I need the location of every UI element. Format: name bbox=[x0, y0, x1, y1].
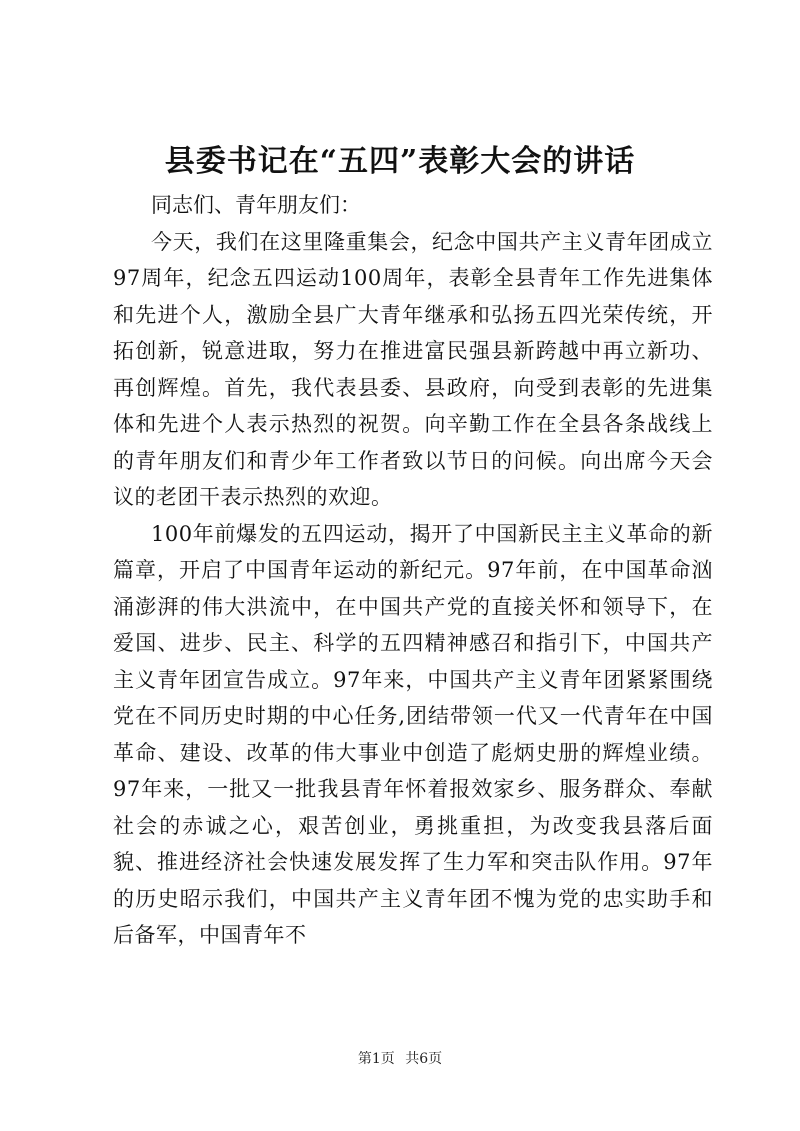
paragraph-2: 100年前爆发的五四运动，揭开了中国新民主主义革命的新篇章，开启了中国青年运动的新纪元。97年前，在中国革命汹涌澎湃的伟大洪流中，在中国共产党的直接关怀和领导下，在爱国、进步、民主、科学的五四精神感召和指引下，中国共产主义青年团宣告成立。97年来，中国共产主义青年团紧紧围绕党在不同历史时期的中心任务,团结带领一代又一代青年在中国革命、建设、改革的伟大事业中创造了彪炳史册的辉煌业绩。97年来，一批又一批我县青年怀着报效家乡、服务群众、奉献社会的赤诚之心，艰苦创业，勇挑重担，为改变我县落后面貌、推进经济社会快速发展发挥了生力军和突击队作用。97年的历史昭示我们，中国共产主义青年团不愧为党的忠实助手和后备军，中国青年不 bbox=[113, 521, 713, 947]
page-total: 共6页 bbox=[405, 1051, 443, 1067]
page-number: 第1页 bbox=[357, 1051, 395, 1067]
document-title: 县委书记在“五四”表彰大会的讲话 bbox=[164, 144, 636, 179]
paragraph-1: 今天，我们在这里隆重集会，纪念中国共产主义青年团成立97周年，纪念五四运动100周年，表彰全县青年工作先进集体和先进个人，激励全县广大青年继承和弘扬五四光荣传统，开拓创新，锐意进取，努力在推进富民强县新跨越中再立新功、再创辉煌。首先，我代表县委、县政府，向受到表彰的先进集体和先进个人表示热烈的祝贺。向辛勤工作在全县各条战线上的青年朋友们和青少年工作者致以节日的问候。向出席今天会议的老团干表示热烈的欢迎。 bbox=[113, 229, 713, 509]
salutation: 同志们、青年朋友们： bbox=[151, 193, 361, 217]
page-footer bbox=[0, 1049, 800, 1069]
document-body bbox=[113, 187, 713, 954]
